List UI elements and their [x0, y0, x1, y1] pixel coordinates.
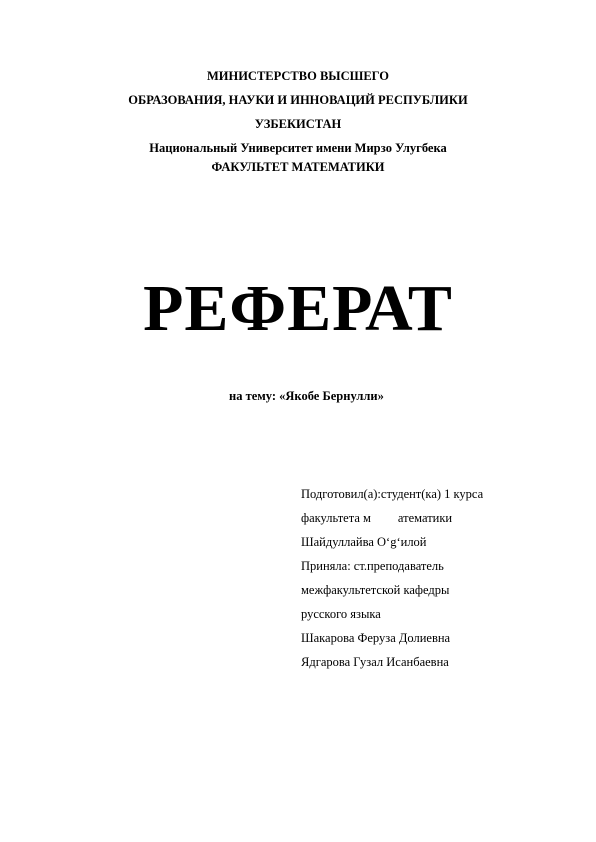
header-line-faculty: ФАКУЛЬТЕТ МАТЕМАТИКИ	[211, 160, 385, 174]
department-line: межфакультетской кафедры	[301, 583, 450, 597]
faculty-line-part1: факультета м	[301, 511, 371, 525]
header-line-university: Национальный Университет имени Мирзо Улугбека	[149, 141, 447, 155]
prepared-by-line: Подготовил(а):студент(ка) 1 курса	[301, 487, 484, 501]
faculty-line	[301, 510, 483, 526]
student-name: Шайдуллайва O‘g‘илой	[301, 535, 427, 549]
header-line-country: УЗБЕКИСТАН	[254, 117, 342, 131]
accepted-by-line: Приняла: ст.преподаватель	[301, 559, 444, 573]
header-line-ministry: МИНИСТЕРСТВО ВЫСШЕГО	[206, 69, 390, 83]
faculty-line-part2: атематики	[397, 511, 453, 525]
teacher-name-2: Ядгарова Гузал Исанбаевна	[301, 655, 449, 669]
language-line: русского языка	[301, 607, 381, 621]
document-topic: на тему: «Якобе Бернулли»	[229, 389, 384, 403]
author-info-block	[301, 486, 483, 678]
header-line-education: ОБРАЗОВАНИЯ, НАУКИ И ИННОВАЦИЙ РЕСПУБЛИКИ	[128, 93, 468, 107]
teacher-name-1: Шакарова Феруза Долиевна	[301, 631, 451, 645]
ministry-header	[0, 70, 596, 185]
document-title: РЕФЕРАТ	[143, 272, 453, 345]
